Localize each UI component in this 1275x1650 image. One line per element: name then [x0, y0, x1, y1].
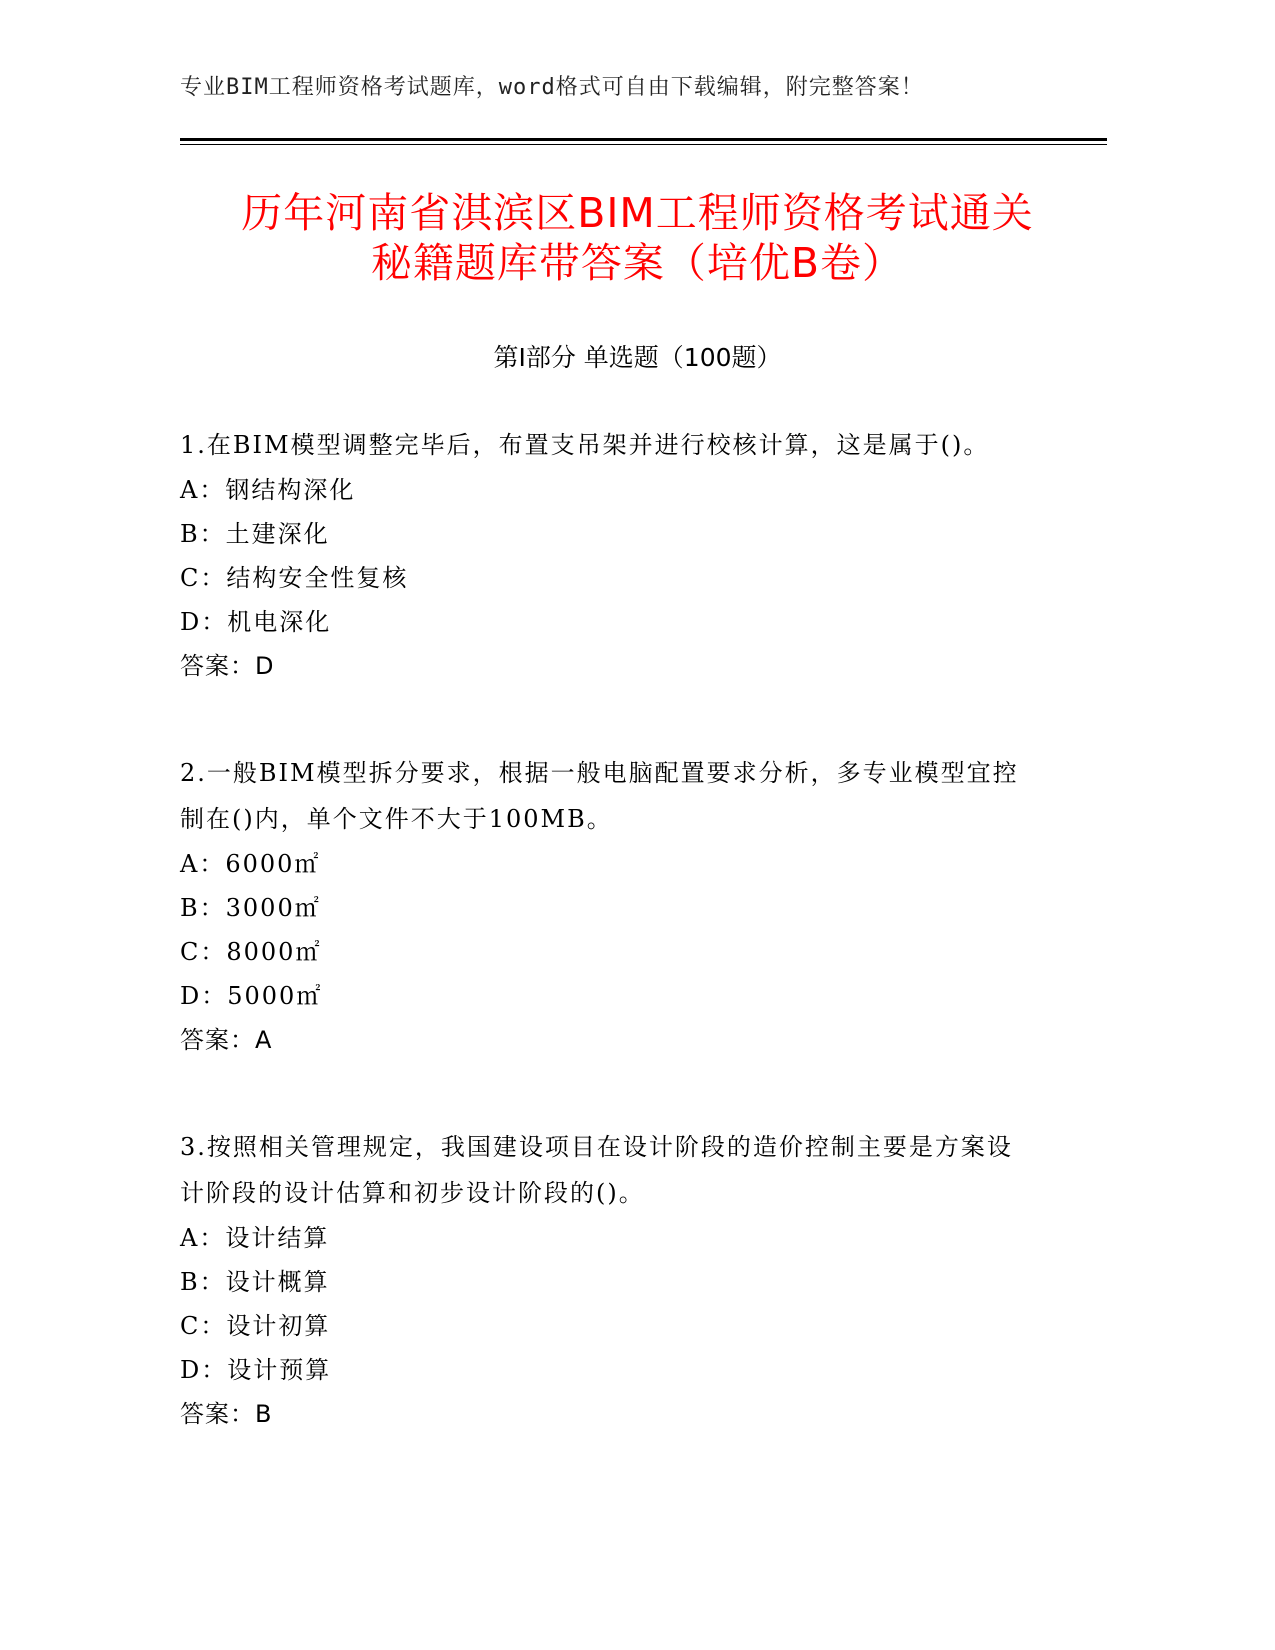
- question-stem: 1.在BIM模型调整完毕后，布置支吊架并进行校核计算，这是属于()。: [180, 431, 990, 459]
- option-b: B：3000㎡: [180, 894, 321, 922]
- answer: 答案：D: [180, 652, 275, 680]
- question-stem: 2.一般BIM模型拆分要求，根据一般电脑配置要求分析，多专业模型宜控制在()内，单个文件不大于100MB。: [180, 759, 1019, 833]
- option-b: B：土建深化: [180, 520, 330, 548]
- document-title: [150, 188, 1125, 288]
- question-stem: 3.按照相关管理规定，我国建设项目在设计阶段的造价控制主要是方案设计阶段的设计估算和初步设计阶段的()。: [180, 1133, 1013, 1207]
- option-d: D：设计预算: [180, 1356, 332, 1384]
- question-2: [180, 750, 1030, 1062]
- page-header: 专业BIM工程师资格考试题库，word格式可自由下载编辑，附完整答案！: [180, 75, 924, 100]
- option-a: A：6000㎡: [180, 850, 321, 878]
- answer: 答案：A: [180, 1026, 273, 1054]
- option-a: A：设计结算: [180, 1224, 330, 1252]
- header-rule-thick: [180, 138, 1107, 141]
- question-3: [180, 1124, 1030, 1436]
- answer: 答案：B: [180, 1400, 273, 1428]
- section-title: 第Ⅰ部分 单选题（100题）: [493, 343, 782, 372]
- document-title-line1: 历年河南省淇滨区BIM工程师资格考试通关: [241, 189, 1034, 237]
- option-a: A：钢结构深化: [180, 476, 356, 504]
- option-b: B：设计概算: [180, 1268, 330, 1296]
- option-c: C：8000㎡: [180, 938, 322, 966]
- option-c: C：设计初算: [180, 1312, 331, 1340]
- question-list: [180, 422, 1030, 1498]
- option-d: D：5000㎡: [180, 982, 323, 1010]
- document-title-line2: 秘籍题库带答案（培优B卷）: [370, 239, 905, 287]
- header-rule-thin: [180, 144, 1107, 145]
- question-1: [180, 422, 1030, 688]
- option-c: C：结构安全性复核: [180, 564, 409, 592]
- option-d: D：机电深化: [180, 608, 332, 636]
